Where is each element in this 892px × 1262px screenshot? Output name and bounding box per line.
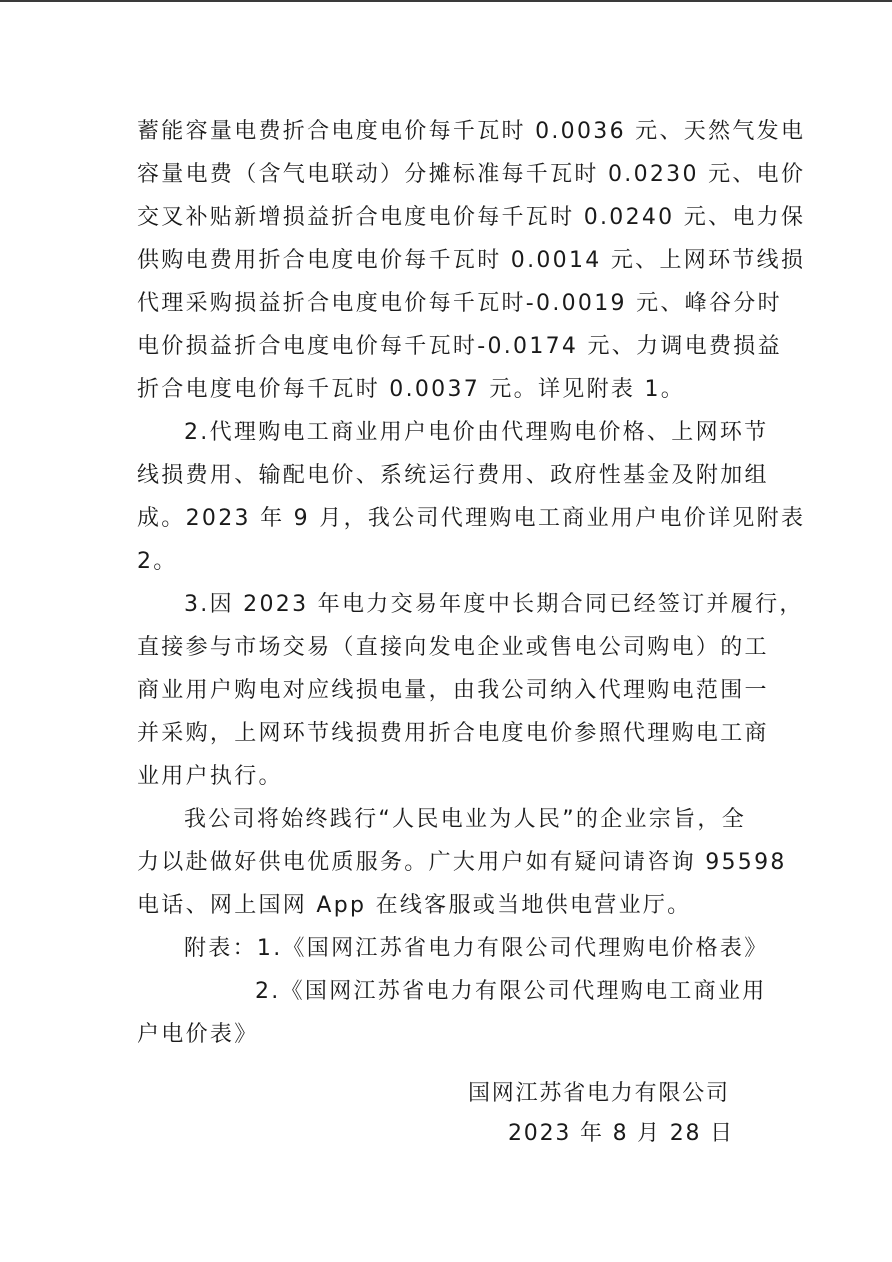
body-line: 力以赴做好供电优质服务。广大用户如有疑问请咨询 95598 [137,850,787,875]
body-line: 交叉补贴新增损益折合电度电价每千瓦时 0.0240 元、电力保 [137,205,806,230]
body-line: 电话、网上国网 App 在线客服或当地供电营业厅。 [137,893,692,918]
paragraph-closing-start: 我公司将始终践行“人民电业为人民”的企业宗旨，全 [184,807,746,832]
attachment-1: 附表：1.《国网江苏省电力有限公司代理购电价格表》 [184,936,769,961]
attachment-2-continued: 户电价表》 [137,1022,259,1047]
body-line: 2。 [137,549,178,574]
paragraph-2-start: 2.代理购电工商业用户电价由代理购电价格、上网环节 [184,420,769,445]
body-line: 并采购，上网环节线损费用折合电度电价参照代理购电工商 [137,721,769,746]
paragraph-3-start: 3.因 2023 年电力交易年度中长期合同已经签订并履行， [184,592,804,617]
body-line: 电价损益折合电度电价每千瓦时-0.0174 元、力调电费损益 [137,334,782,359]
body-line: 直接参与市场交易（直接向发电企业或售电公司购电）的工 [137,635,769,660]
attachment-2: 2.《国网江苏省电力有限公司代理购电工商业用 [255,979,767,1004]
body-line: 容量电费（含气电联动）分摊标准每千瓦时 0.0230 元、电价 [137,162,806,187]
body-line: 代理采购损益折合电度电价每千瓦时-0.0019 元、峰谷分时 [137,291,782,316]
body-line: 成。2023 年 9 月，我公司代理购电工商业用户电价详见附表 [137,506,806,531]
signature-company: 国网江苏省电力有限公司 [468,1081,730,1106]
body-line: 折合电度电价每千瓦时 0.0037 元。详见附表 1。 [137,377,686,402]
body-line: 业用户执行。 [137,764,283,789]
body-line: 蓄能容量电费折合电度电价每千瓦时 0.0036 元、天然气发电 [137,119,806,144]
body-line: 供购电费用折合电度电价每千瓦时 0.0014 元、上网环节线损 [137,248,806,273]
top-border [0,0,892,2]
signature-date: 2023 年 8 月 28 日 [508,1121,734,1146]
body-line: 线损费用、输配电价、系统运行费用、政府性基金及附加组 [137,463,769,488]
body-line: 商业用户购电对应线损电量，由我公司纳入代理购电范围一 [137,678,769,703]
